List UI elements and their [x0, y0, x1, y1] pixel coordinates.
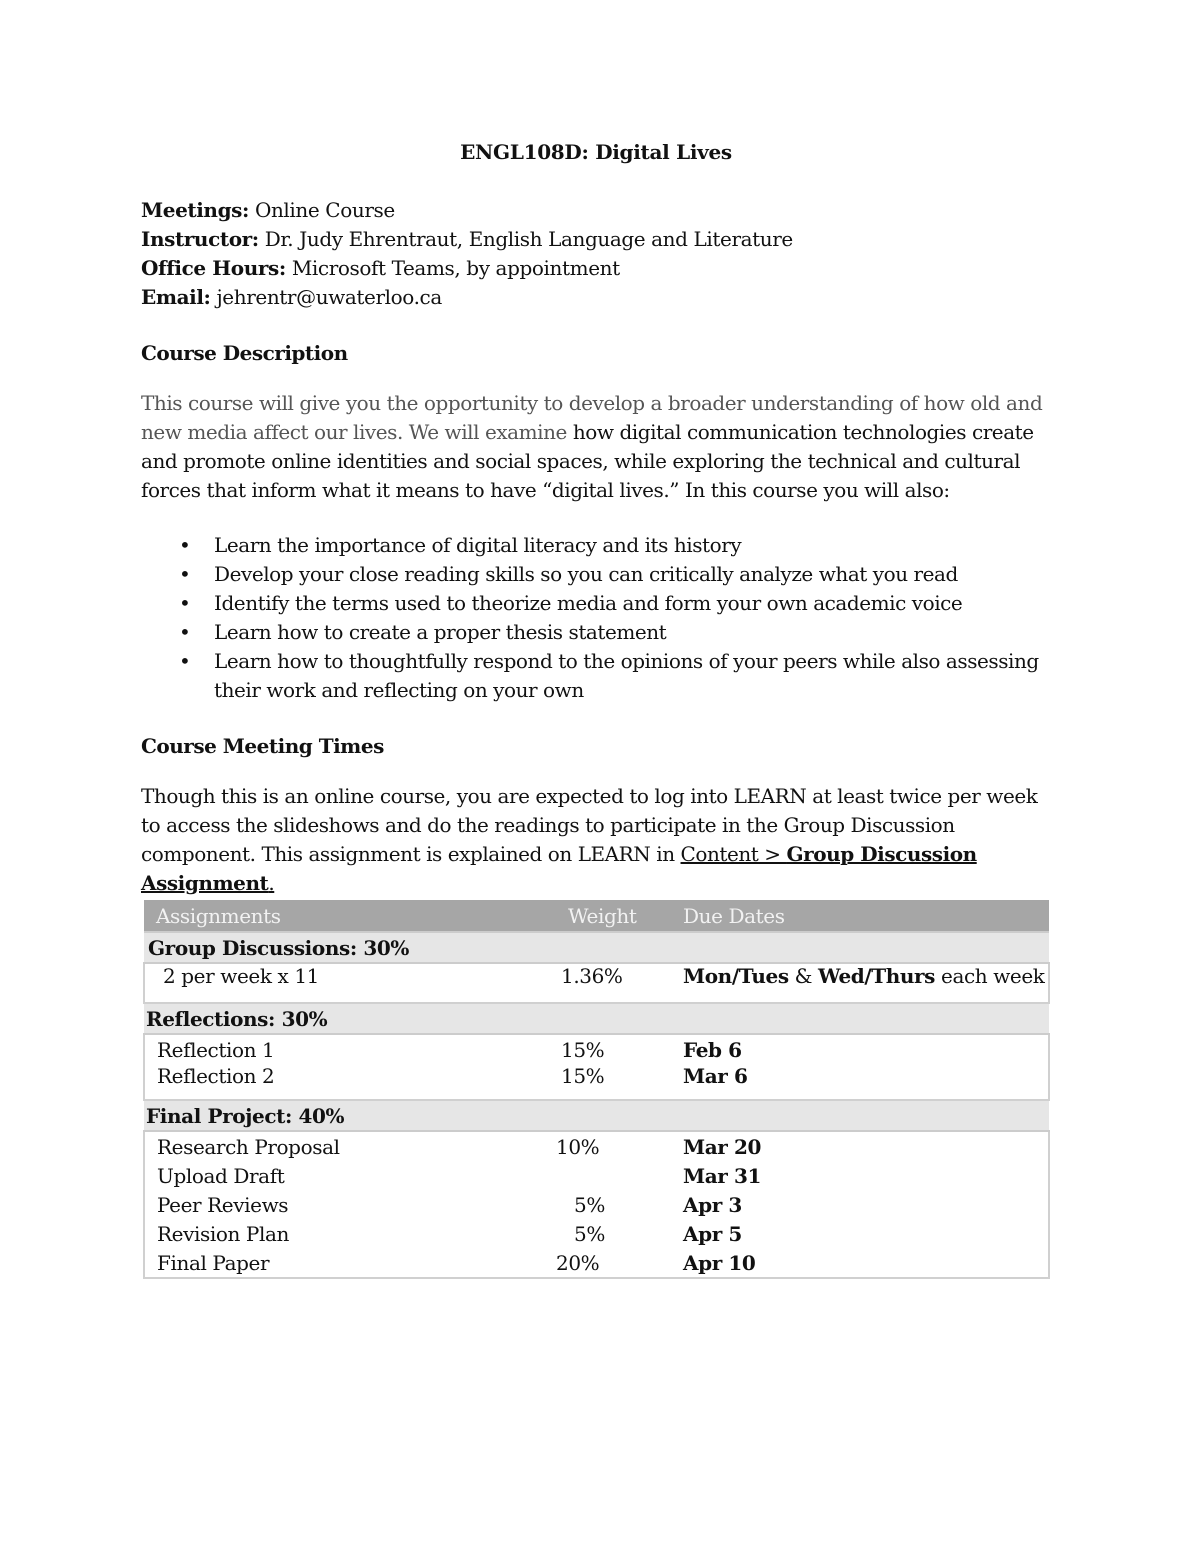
meta-label: Meetings:	[141, 198, 249, 222]
assignment-weight: 15%	[556, 1064, 683, 1100]
header-weight: Weight	[556, 900, 683, 932]
syllabus-page	[141, 140, 1051, 898]
section-title: Reflections: 30%	[144, 1003, 1049, 1034]
section-row	[144, 1003, 1049, 1034]
assignment-due: Mar 20	[683, 1131, 1049, 1161]
assignment-due: Mar 6	[683, 1064, 1049, 1100]
list-item-text: Learn the importance of digital literacy and its history	[214, 533, 742, 557]
meta-label: Email:	[141, 285, 211, 309]
assignment-name: Reflection 1	[144, 1034, 556, 1064]
assignment-name: Reflection 2	[144, 1064, 556, 1100]
description-lead: This course will give you the opportunity to develop a broader understanding of how old and new media affect our lives. We will examine	[141, 391, 1043, 444]
list-item-text: Learn how to thoughtfully respond to the opinions of your peers while also assessing their work and reflecting on your own	[214, 649, 1039, 702]
meta-value: Microsoft Teams, by appointment	[285, 256, 620, 280]
section-title: Group Discussions: 30%	[144, 932, 1049, 963]
table-row	[144, 1064, 1049, 1100]
meeting-times-text	[141, 782, 1051, 898]
assignment-due: Apr 3	[683, 1190, 1049, 1219]
assignment-weight: 15%	[561, 1037, 605, 1062]
table-row	[144, 1248, 1049, 1278]
page-title: ENGL108D: Digital Lives	[460, 140, 732, 164]
assignment-name: Research Proposal	[144, 1131, 556, 1161]
course-description-heading: Course Description	[141, 341, 348, 365]
link-part: Content >	[680, 842, 787, 866]
meta-value: Dr. Judy Ehrentraut, English Language and Literature	[258, 227, 793, 251]
assignment-weight	[556, 1161, 683, 1190]
email-address[interactable]: jehrentr@uwaterloo.ca	[210, 285, 442, 309]
meta-label: Instructor:	[141, 227, 259, 251]
assignment-weight: 20%	[556, 1248, 683, 1278]
table-row	[144, 1034, 1049, 1064]
assignment-weight: 10%	[556, 1134, 600, 1159]
table-row	[144, 1219, 1049, 1248]
course-description-text	[141, 389, 1051, 505]
meta-label: Office Hours:	[141, 256, 286, 280]
course-meta	[141, 196, 1051, 312]
section-title: Final Project: 40%	[144, 1100, 1049, 1131]
list-item-text: Identify the terms used to theorize media and form your own academic voice	[214, 591, 963, 615]
link-part-bold: Group Discussion Assignment	[141, 842, 977, 895]
assignment-due: Apr 10	[683, 1248, 1049, 1278]
assignment-due	[683, 963, 1049, 1003]
assignment-weight: 5%	[574, 1221, 605, 1246]
list-item-text: Develop your close reading skills so you can critically analyze what you read	[214, 562, 958, 586]
assignment-name: Final Paper	[144, 1248, 556, 1278]
meta-meetings	[141, 196, 1051, 225]
assignment-due: Feb 6	[683, 1034, 1049, 1064]
meta-instructor	[141, 225, 1051, 254]
assignment-due: Apr 5	[683, 1219, 1049, 1248]
section-row	[144, 932, 1049, 963]
header-due-dates: Due Dates	[683, 900, 1049, 932]
bullet-icon: •	[179, 533, 191, 557]
table-row	[144, 1190, 1049, 1219]
assignment-name: Revision Plan	[144, 1219, 556, 1248]
table-row	[144, 1161, 1049, 1190]
learning-outcomes-list	[141, 531, 1051, 705]
meta-value: Online Course	[249, 198, 395, 222]
assignments-table	[143, 900, 1050, 1279]
due-part: Mon/Tues	[683, 964, 789, 988]
list-item	[141, 531, 1051, 560]
meta-email	[141, 283, 1051, 312]
assignment-due: Mar 31	[683, 1161, 1049, 1190]
meta-office-hours	[141, 254, 1051, 283]
description-rest: how digital communication technologies create and promote online identities and social spaces, while exploring the technical and cultural forces that inform what it means to have “digital lives.” In this course you will also:	[141, 420, 1034, 502]
due-part: each week	[935, 964, 1045, 988]
section-row	[144, 1100, 1049, 1131]
due-part: &	[788, 964, 819, 988]
bullet-icon: •	[179, 649, 191, 673]
assignment-name: 2 per week x 11	[144, 963, 556, 1003]
list-item	[141, 618, 1051, 647]
list-item	[141, 647, 1051, 705]
assignment-weight: 1.36%	[556, 963, 683, 1003]
due-part: Wed/Thurs	[818, 964, 936, 988]
table-row	[144, 1131, 1049, 1161]
assignment-name: Peer Reviews	[144, 1190, 556, 1219]
table-header-row	[144, 900, 1049, 932]
list-item	[141, 560, 1051, 589]
header-assignments: Assignments	[144, 900, 556, 932]
list-item	[141, 589, 1051, 618]
bullet-icon: •	[179, 591, 191, 615]
assignment-name: Upload Draft	[144, 1161, 556, 1190]
assignment-weight: 5%	[574, 1192, 605, 1217]
meeting-times-body: Though this is an online course, you are expected to log into LEARN at least twice per week to access the slideshows and do the readings to participate in the Group Discussion component. This assignment is explained on LEARN in	[141, 784, 1038, 866]
table-row	[144, 963, 1049, 1003]
meeting-times-heading: Course Meeting Times	[141, 734, 384, 758]
list-item-text: Learn how to create a proper thesis statement	[214, 620, 667, 644]
bullet-icon: •	[179, 620, 191, 644]
bullet-icon: •	[179, 562, 191, 586]
link-end: .	[268, 871, 275, 895]
